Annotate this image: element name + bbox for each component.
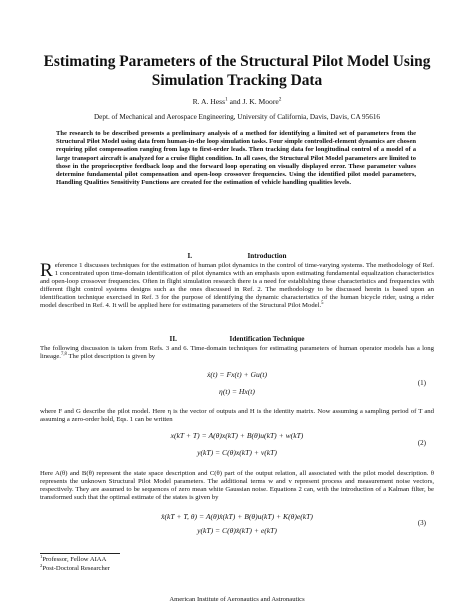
section-heading-identification xyxy=(40,335,434,344)
equation-2 xyxy=(40,430,434,458)
footnote-1 xyxy=(40,553,340,564)
section-heading-introduction xyxy=(40,252,434,261)
equation-3-number: (3) xyxy=(417,519,426,527)
reference-mark: 7,8 xyxy=(60,351,67,357)
section-title: Introduction xyxy=(247,252,287,260)
equation-2-line-1: x(kT + T) = A(θ)x(kT) + B(θ)u(kT) + w(kT) xyxy=(170,431,304,440)
title-line-1: Estimating Parameters of the Structural Pilot Model Using xyxy=(43,53,431,70)
equation-3-line-2: y(kT) = C(θ)x̂(kT) + e(kT) xyxy=(197,526,277,535)
section-number: I. xyxy=(187,252,193,260)
section-title: Identification Technique xyxy=(229,335,305,343)
equation-2-number: (2) xyxy=(417,439,426,447)
equation-3-line-1: x̂(kT + T, θ) = A(θ)x̂(kT) + B(θ)u(kT) + K(θ)e(kT) xyxy=(161,512,313,521)
equation-3 xyxy=(40,511,434,536)
introduction-text: eference 1 discusses techniques for the estimation of human pilot dynamics in the control of time-varying systems. The methodology of Ref. 1 concentrated upon time-domain identification of pilot dynamics with an emphasis upon estimating fundamental equalization characteristics and open-loop crossover frequencies. Often in flight simulation research there is a need for establishing these characteristics and frequencies with different flight control systems designs such as the ones discussed in Ref. 2. The methodology to be discussed herein is based upon an identification technique exercised in Ref. 3 for the purpose of identifying the dynamic characteristics of the human bicycle rider, using a rider model described in Ref. 4. It will be applied here for estimating parameters of the Structural Pilot Model. xyxy=(40,262,434,310)
paragraph-text-continued: The pilot description is given by xyxy=(66,353,156,361)
identification-paragraph-2: where F and G describe the pilot model. Here η is the vector of outputs and H is the identity matrix. Now assuming a sampling period of T and assuming a zero-order hold, Eqs. 1 can be written xyxy=(40,408,434,424)
equation-1-line-1: ẋ(t) = Fx(t) + Gu(t) xyxy=(206,370,267,379)
abstract: The research to be described presents a preliminary analysis of a method for identifying a limited set of parameters from the Structural Pilot Model using data from human-in-the loop simulation tasks. Four simple controlled-element dynamics are chosen requiring pilot compensation ranging from lags to first-order leads. Then tracking data for longitudinal control of a model of a large transport aircraft is analyzed for a cruise flight condition. In all cases, the Structural Pilot Model parameters are limited to those in the proprioceptive feedback loop and the forward loop operating on visually displayed error. These parameter values determine fundamental pilot compensation and open-loop crossover frequencies. Using the identified pilot model parameters, Handling Qualities Sensitivity Functions are created for the estimation of vehicle handling qualities levels. xyxy=(56,130,416,187)
author-line xyxy=(40,97,434,107)
introduction-paragraph xyxy=(40,262,434,311)
identification-paragraph-3: Here A(θ) and B(θ) represent the state space description and C(θ) part of the output relation, all associated with the pilot model description. θ represents the unknown Structural Pilot Model parameters. The additional terms w and v represent process and measurement noise vectors, respectively. They are assumed to be sequences of zero mean white Gaussian noise. Equations 2 can, with the introduction of a Kalman filter, be transformed such that the optimal estimate of the states is given by xyxy=(40,470,434,502)
affiliation: Dept. of Mechanical and Aerospace Engineering, University of California, Davis, Davis, CA 95616 xyxy=(93,113,381,121)
footnote-mark: 2 xyxy=(40,562,43,568)
footnote-text: Post-Doctoral Researcher xyxy=(42,565,110,572)
author-1-footnote-mark: 1 xyxy=(225,96,228,103)
paper-title xyxy=(40,52,434,90)
footnote-text: Professor, Fellow AIAA xyxy=(42,556,107,563)
title-line-2: Simulation Tracking Data xyxy=(151,72,323,89)
author-2: and J. K. Moore xyxy=(227,97,279,106)
equation-1-number: (1) xyxy=(417,379,426,387)
equation-1 xyxy=(40,369,434,397)
equation-1-line-2: η(t) = Hx(t) xyxy=(219,387,255,396)
equation-2-line-2: y(kT) = C(θ)x(kT) + v(kT) xyxy=(197,448,277,457)
author-2-footnote-mark: 2 xyxy=(278,96,282,103)
footnote-mark: 1 xyxy=(40,553,43,559)
identification-paragraph-1 xyxy=(40,345,434,361)
author-1: R. A. Hess xyxy=(192,97,226,106)
footnote-2 xyxy=(40,562,340,573)
page-footer: American Institute of Aeronautics and Astronautics xyxy=(169,596,305,603)
footnote-separator xyxy=(40,553,120,554)
paragraph-text: The following discussion is taken from Refs. 3 and 6. Time-domain techniques for estimating parameters of human operator models has a long lineage. xyxy=(40,345,434,361)
drop-cap: R xyxy=(40,260,53,281)
reference-mark: 5 xyxy=(321,301,324,307)
section-number: II. xyxy=(169,335,177,343)
